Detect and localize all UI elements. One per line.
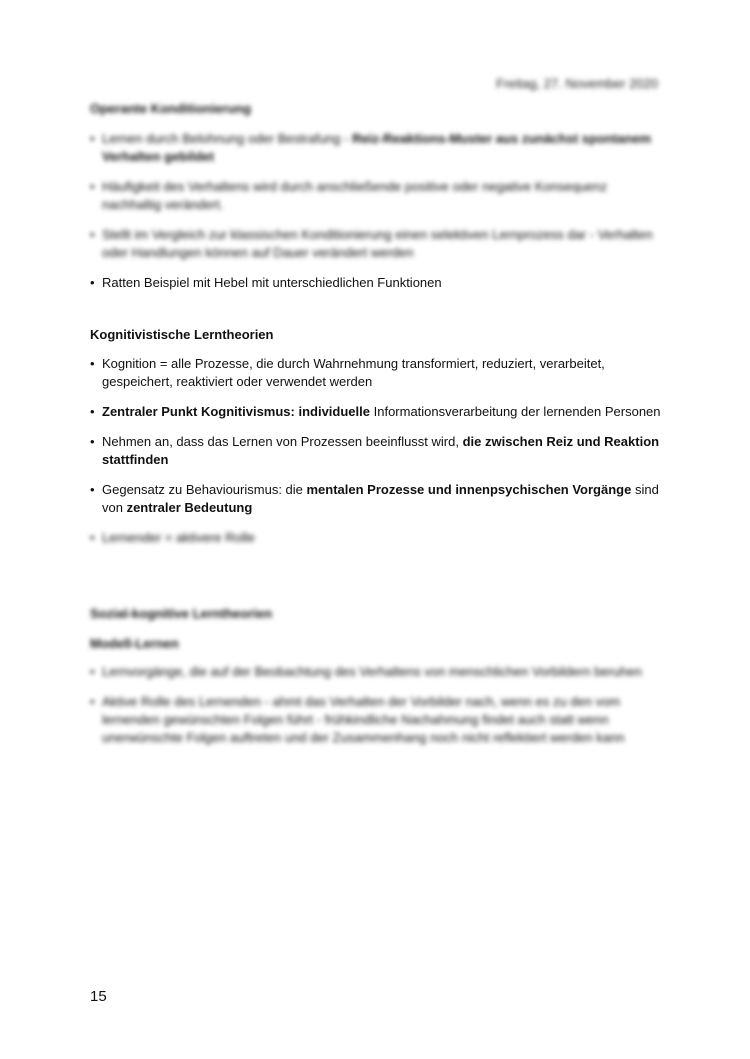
list-sozial-kognitive-lerntheorien [90, 663, 665, 759]
list-item: • Häufigkeit des Verhaltens wird durch anschließende positive oder negative Konsequenz nachhaltig verändert. [90, 178, 665, 214]
list-item: • Lernender = aktivere Rolle [90, 529, 665, 547]
list-item: • Lernen durch Belohnung oder Bestrafung - Reiz-Reaktions-Muster aus zunächst spontanem Verhalten gebildet [90, 130, 665, 166]
page-number: 15 [90, 988, 107, 1005]
list-item: • Aktive Rolle des Lernenden - ahmt das Verhalten der Vorbilder nach, wenn es zu den vom lernenden gewünschten Folgen führt - frühkindliche Nachahmung findet auch statt wenn unerwünschte Folgen auftreten und der Zusammenhang noch nicht reflektiert werden kann [90, 693, 665, 747]
section-heading-operante-konditionierung: Operante Konditionierung [90, 101, 252, 116]
subheading-modell-lernen: Modell-Lernen [90, 636, 179, 651]
list-item: • Stellt im Vergleich zur klassischen Konditionierung einen selektiven Lernprozess dar - Verhalten oder Handlungen können auf Dauer verändert werden [90, 226, 665, 262]
list-item: • Kognition = alle Prozesse, die durch Wahrnehmung transformiert, reduziert, verarbeitet, gespeichert, reaktiviert oder verwendet werden [90, 355, 665, 391]
section-heading-sozial-kognitive-lerntheorien: Sozial-kognitive Lerntheorien [90, 606, 273, 621]
list-item: • Nehmen an, dass das Lernen von Prozessen beeinflusst wird, die zwischen Reiz und Reaktion stattfinden [90, 433, 665, 469]
list-operante-konditionierung [90, 130, 665, 304]
section-heading-kognitivistische-lerntheorien: Kognitivistische Lerntheorien [90, 327, 274, 342]
list-kognitivistische-lerntheorien [90, 355, 665, 559]
page-date: Freitag, 27. November 2020 [496, 76, 658, 91]
list-item: • Zentraler Punkt Kognitivismus: individuelle Informationsverarbeitung der lernenden Personen [90, 403, 665, 421]
list-item: • Gegensatz zu Behaviourismus: die mentalen Prozesse und innenpsychischen Vorgänge sind von zentraler Bedeutung [90, 481, 665, 517]
list-item: • Ratten Beispiel mit Hebel mit unterschiedlichen Funktionen [90, 274, 665, 292]
list-item: • Lernvorgänge, die auf der Beobachtung des Verhaltens von menschlichen Vorbildern beruhen [90, 663, 665, 681]
